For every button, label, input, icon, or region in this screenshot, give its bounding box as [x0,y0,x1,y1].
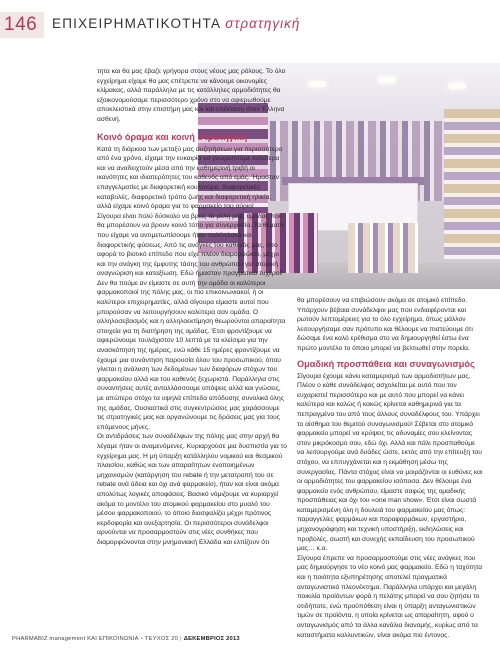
page-footer [12,634,492,644]
page-header [0,12,500,38]
paragraph: Οι αντιδράσεις των συναδέλφων της πόλης μας στην αρχή θα λέγαμε ήταν οι αναμενόμενες. Κυριαρχούσε μια δυσπιστία για το εγχείρημα μας. Η μη ύπαρξη κατάλληλου νομικού και θεσμικού πλαισίου, καθώς και των απαραίτητων ενοποιημένων μηχανισμών (κατάργηση του rebate ή την μετατροπή του σε rebate ανά άδεια και όχι ανά φαρμακείο), ήταν και είναι ακόμα απολύτως λογικές αποφάσεις. Βασικό νόμιζουμε να κυριαρχεί ακόμα το μοντέλο του ατομικού φαρμακείου στο μυαλό του μέσου φαρμακοποιού, το όποιο διασφαλίζει μέχρι πρότινος κερδοφορία και ανεξαρτησία. Οι περισσότεροι συνάδελφοι αρνούνται να προσαρμοστούν στις νέες συνθήκες που διαμορφώνονται στην μνημονιακή Ελλάδα και ελπίζουν ότι [97,433,287,546]
paragraph: Σίγουρα έχουμε κάνει καταμερισμό των αρμοδιοτήτων μας. Πλέον ο κάθε συνάδελφος ασχολείται με αυτό που τον ευχαριστεί περισσότερο και με αυτό που μπορεί να κάνει καλύτερα και καλώς ή κακώς κρίνεται καθημερινά για τα πεπραγμένα του από τους άλλους συναδέλφους του. Υπάρχει το αίσθημα του θεμιτού συναγωνισμού! Σέβεται στο ατομικό φαρμακείο μπορεί να κρύψεις τις αδυναμίες σου κλείνοντας στον μικρόκοσμο σου, εδώ όχι. Αλλά και πάλι προσπαθούμε να λειτουργούμε ανά δυάδες ώστε, εκτός από την επίτευξη του στόχου, να επιτυγχάνεται και η εκμάθηση μέσω της συνεργασίας. Πάντα στόχος είναι να μοιράζονται οι ευθύνες και οι αρμοδιότητες του φαρμακείου ισόποσα. Δεν θέλουμε ένα φαρμακείο ενός ανθρώπου, είμαστε σαφώς της ομαδικής προσπάθειας και όχι του «one man show». Έτσι είναι σωστά καταμερισμένη όλη η δουλειά του φαρμακείου μας όπως: παραγγελίες φαρμάκων και παραφαρμάκων, εργαστήριο, μηχανογράφηση και τεχνική υποστήριξη, εκδηλώσεις και προβολές, σωστή και συνεχής εκπαίδευση του προσωπικού μας… κ.α. [297,372,483,553]
photo-ceiling-light [448,83,466,89]
paragraph: Σίγουρα έπρεπε να προσαρμοστούμε στις νέες ανάγκες που μας δημιούργησε το νέο κοινό μας φαρμακείο. Εδώ η ταχύτητα και η ποιότητα εξυπηρέτησης αποτελεί πραγματικά ανταγωνιστικό πλεονέκτημα. Παράλληλα υπάρχει και μεγάλη ποικιλία προϊόντων φορά η πελάτης μπορεί να σου ζητήσει το οτιδήποτε, ενώ προϋπόθεση είναι η ύπαρξη ανταγωνιστικών τιμών σε προϊόντα, η οποία κρίνεται ως απαραίτητη, αφού ο ανταγωνισμός από τα άλλα κανάλια διανομής, κυρίως από τα καταστήματα καλλυντικών, είναι ακόμα πιο έντονος. [297,554,483,639]
paragraph: Σίγουρα είναι πολύ δύσκολο να βρεις τα μέλη μιας ομάδας που θα μπορέσουν να βρουν κοινό τόπο για συνεργασία. Τα θέματα που είχαμε να αντιμετωπίσουμε ήταν πολύπλοκα και διαφορετικής φύσεως. Από τις ανάγκες του καθενός μας, όσο αφορά το βιοτικό επίπεδο που είχε πλέον διαμορφώσει, μέχρι και την ανάγκη της έμφυτης τάσης του ανθρώπου για ατομική αναγνώριση και καταξίωση. Εδώ ήμασταν πραγματικά τυχεροί! Δεν θα πούμε αν είμαστε σε αυτή την ομάδα οι καλύτεροι φαρμακοποιοί της πόλης μας, οι πιο επικοινωνιακοί, ή οι καλύτεροι επιχειρηματίες, αλλά σίγουρα είμαστε αυτοί που μπορούσαν να λειτουργήσουν καλύτερα σαν ομάδα. Ο αλληλοσεβασμός και η αλληλοεκτίμηση θεωρούνται απαραίτητα στοιχεία για τη διατήρηση της ομάδας. Έτσι φροντίζουμε να αφιερώνουμε τουλάχιστον 10 λεπτά με τα κλείσιμο για την ανασκόπηση της ημέρας, ενώ κάθε 15 ημέρες φροντίζουμε να έχουμε μια συνάντηση παρουσία όλου του προσωπικού, όπου γίνεται η ανάλυση των δεδομένων των διαφόρων στόχων του φαρμακείου αλλά και του καθενός ξεχωριστά. Παράλληλα στις συναντήσεις αυτές ανταλλάσσουμε απόψεις αλλά και γνώσεις, με απώτερο στόχο τα υψηλά επίπεδα απόδοσης συνολικά όλης της ομάδας. Ουσιαστικά στις συγκεντρώσεις μας χαράσσουμε τις στρατηγικές μας και οργανώνουμε τις δράσεις μας για τους επόμενους μήνες. [97,212,286,431]
footer-magazine: PHARMABIZ management ΚΑΙ ΕΠΙΚΟΙΝΩΝΙΑ [12,636,139,642]
photo-ceiling-light [378,77,396,83]
intro-paragraph: τητα και θα μας έβαζε γρήγορα στους νέους μας ρόλους. Το όλο εγχείρημα είχαμε θα μας επέτρεπε να κάνουμε οικονομίες κλίμακας, αλλά παράλληλα με τις κατάλληλες αρμοδιότητες θα εξοικονομούσαμε περισσότερο χρόνο στο να αφιερωθούμε αποκλειστικά στην επιστήμη μας και και επέκταση στον Έλληνα ασθενή. [97,68,286,123]
subheading-team-effort: Ομαδική προσπάθεια και συναγωνισμός [297,358,475,369]
section-title-text: ΕΠΙΧΕΙΡΗΜΑΤΙΚΟΤΗΤΑ [52,16,222,31]
right-column [297,296,483,640]
footer-separator: | [180,636,182,642]
left-column [97,67,287,548]
footer-date: ΔΕΚΕΜΒΡΙΟΣ 2013 [183,636,240,642]
footer-issue: ΤΕΥΧΟΣ 20 [144,636,179,642]
page-number: 146 [0,12,44,38]
photo-display-stand [348,223,418,273]
footer-separator: • [140,636,143,642]
paragraph: Κατά τη διάρκεια των μεταξύ μας συζητήσεων για περισσότερο από ένα χρόνο, είχαμε την ευκαιρία να γνωριστούμε καλύτερα και να αναδειχτούν μέσα από την καθημερινή τριβή οι ικανότητες και ιδιαιτερότητες του καθενός από εμάς. Ήμασταν επαγγελματίες με διαφορετική κουλτούρα, διαφορετικές καταβολές, διαφορετικό τρόπο ζωής και διαφορετική ηλικία, αλλά είχαμε κοινό όραμα για το φαρμακείο του αύριο! [97,145,283,211]
section-title [52,16,300,31]
section-subtitle: στρατηγική [225,16,301,31]
photo-right-shelves [444,109,500,259]
paragraph: θα μπορέσουν να επιβιώσουν ακόμα σε ατομικό επίπεδο. Υπάρχουν βέβαια συνάδελφοι μας που ενδιαφέρονται και ρωτούν λεπτομέρειες για το όλο εγχείρημα, όπως μάλλον λειτουργήσαμε σαν πρότυπο και θέλουμε να πιστεύουμε ότι δώσαμε ένα καλό ερέθισμα στο να δημιουργηθεί έστω ένα πρώτο μοντέλο το όποιο μπορεί να βελτιωθεί στην πορεία. [297,297,473,352]
subheading-common-vision: Κοινό όραμα και κοινή στρατηγική [97,131,248,142]
photo-ceiling-light [308,81,326,87]
